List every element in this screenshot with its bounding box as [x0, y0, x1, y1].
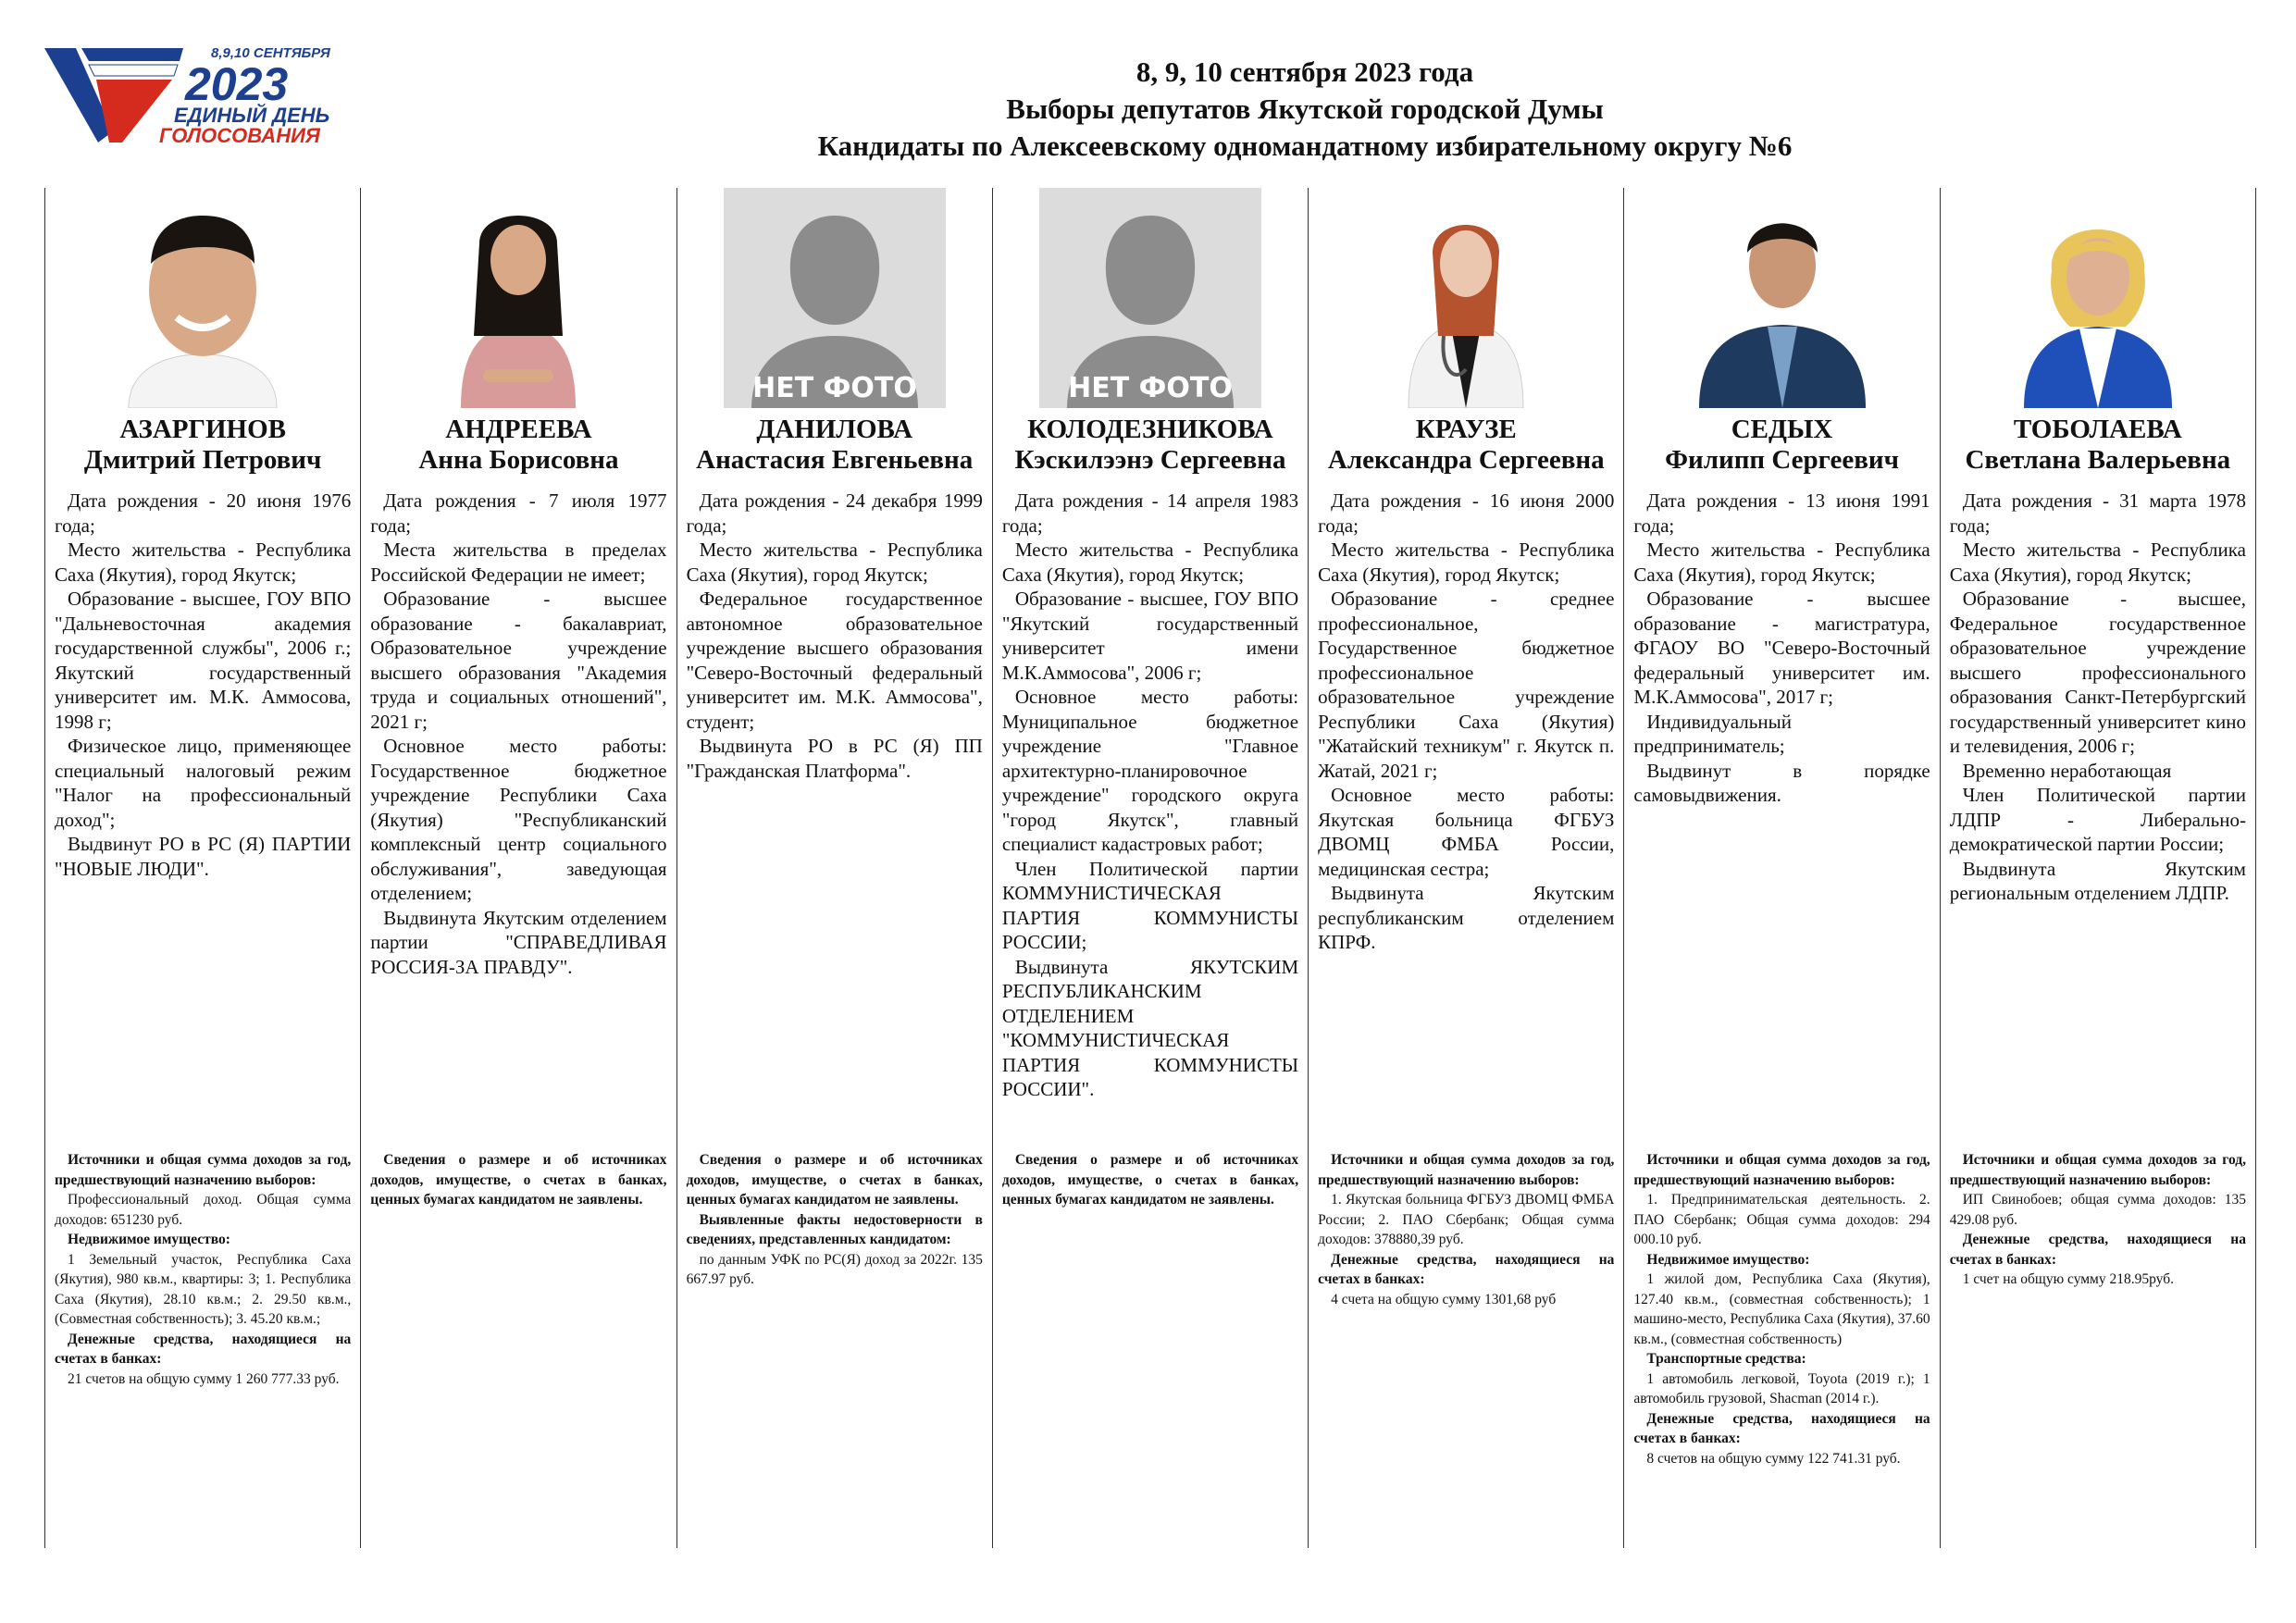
- bio-paragraph: Дата рождения - 31 марта 1978 года;: [1949, 489, 2246, 537]
- header-dates: 8, 9, 10 сентября 2023 года: [1136, 56, 1474, 88]
- bio-paragraph: Федеральное государственное автономное образовательное учреждение высшего образования "Северо-Восточный федеральный университет им. М.К. Аммосова", студент;: [686, 588, 983, 733]
- candidate-columns: [44, 188, 2256, 1548]
- candidate-name: [993, 415, 1308, 476]
- candidate-column: [676, 188, 992, 1548]
- candidate-bio: [1950, 489, 2246, 906]
- income-heading: Источники и общая сумма доходов за год, предшествующий назначению выборов:: [1633, 1152, 1930, 1188]
- bio-paragraph: Выдвинута Якутским отделением партии "СПРАВЕДЛИВАЯ РОССИЯ-ЗА ПРАВДУ".: [370, 906, 667, 978]
- bio-paragraph: Член Политической партии ЛДПР - Либерально-демократической партии России;: [1949, 784, 2246, 855]
- header-district: Кандидаты по Алексеевскому одномандатному избирательному округу №6: [817, 130, 1793, 162]
- candidate-bio: [1002, 489, 1298, 1102]
- income-info: [370, 1150, 666, 1210]
- candidate-bio: [55, 489, 351, 881]
- candidate-surname: КОЛОДЕЗНИКОВА: [1027, 415, 1273, 444]
- bio-paragraph: Дата рождения - 14 апреля 1983 года;: [1001, 489, 1299, 537]
- income-info: [1318, 1150, 1614, 1309]
- bio-paragraph: Дата рождения - 7 июля 1977 года;: [370, 489, 667, 537]
- candidate-photo: [92, 188, 314, 408]
- bio-paragraph: Член Политической партии КОММУНИСТИЧЕСКАЯ ПАРТИЯ КОММУНИСТЫ РОССИИ;: [1001, 857, 1299, 953]
- bio-paragraph: Выдвинут РО в РС (Я) ПАРТИИ "НОВЫЕ ЛЮДИ".: [55, 833, 352, 880]
- candidate-bio: [370, 489, 666, 979]
- candidate-surname: КРАУЗЕ: [1415, 415, 1517, 444]
- candidate-bio: [1318, 489, 1614, 955]
- income-heading: Сведения о размере и об источниках доходов, имуществе, о счетах в банках, ценных бумагах кандидатом не заявлены.: [686, 1152, 983, 1208]
- candidate-surname: АНДРЕЕВА: [445, 415, 592, 444]
- candidate-name: [361, 415, 676, 476]
- bio-paragraph: Место жительства - Республика Саха (Якутия), город Якутск;: [1318, 539, 1615, 586]
- bio-paragraph: Образование - высшее, ГОУ ВПО "Дальневосточная академия государственной службы", 2006 г.; Якутский государственный университет им. М.К. Аммосова, 1998 г;: [55, 588, 352, 733]
- income-heading: Денежные средства, находящиеся на счетах в банках:: [1318, 1251, 1615, 1287]
- candidate-photo: [407, 188, 629, 408]
- bio-paragraph: Образование - высшее, Федеральное государственное образовательное учреждение высшего профессионального образования Санкт-Петербургский государственный университет кино и телевидения, 2006 г;: [1949, 588, 2246, 757]
- candidate-given-names: Анастасия Евгеньевна: [696, 445, 974, 475]
- bio-paragraph: Место жительства - Республика Саха (Якутия), город Якутск;: [686, 539, 983, 586]
- income-info: [1633, 1150, 1930, 1468]
- income-info: [1950, 1150, 2246, 1290]
- candidate-given-names: Дмитрий Петрович: [83, 445, 322, 475]
- bio-paragraph: Место жительства - Республика Саха (Якутия), город Якутск;: [1001, 539, 1299, 586]
- bio-paragraph: Основное место работы: Государственное бюджетное учреждение Республики Саха (Якутия) "Республиканский комплексный центр социального обслуживания", заведующая отделением;: [370, 735, 667, 904]
- logo-line2: ГОЛОСОВАНИЯ: [159, 124, 320, 146]
- income-info: [687, 1150, 983, 1290]
- bio-paragraph: Выдвинута РО в РС (Я) ПП "Гражданская Платформа".: [686, 735, 983, 782]
- candidate-name: [1941, 415, 2255, 476]
- bio-paragraph: Дата рождения - 20 июня 1976 года;: [55, 489, 352, 537]
- income-text: 1. Предпринимательская деятельность. 2. ПАО Сбербанк; Общая сумма доходов: 294 000.10 руб.: [1633, 1192, 1930, 1247]
- income-text: 1 жилой дом, Республика Саха (Якутия), 127.40 кв.м., (совместная собственность); 1 машино-место, Республика Саха (Якутия), 37.60 кв.м., (совместная собственность): [1633, 1271, 1930, 1347]
- income-heading: Недвижимое имущество:: [1646, 1251, 1810, 1268]
- bio-paragraph: Образование - высшее, ГОУ ВПО "Якутский государственный университет имени М.К.Аммосова", 2006 г;: [1001, 588, 1299, 684]
- election-day-logo: [44, 43, 368, 146]
- bio-paragraph: Выдвинут в порядке самовыдвижения.: [1633, 759, 1930, 806]
- candidate-photo: [1671, 188, 1893, 408]
- candidate-column: [360, 188, 676, 1548]
- candidate-given-names: Светлана Валерьевна: [1965, 445, 2231, 475]
- candidate-name: [1624, 415, 1939, 476]
- bio-paragraph: Образование - высшее образование - магистратура, ФГАОУ ВО "Северо-Восточный федеральный университет им. М.К.Аммосова", 2017 г;: [1633, 588, 1930, 708]
- income-heading: Сведения о размере и об источниках доходов, имуществе, о счетах в банках, ценных бумагах кандидатом не заявлены.: [370, 1152, 667, 1208]
- bio-paragraph: Выдвинута Якутским региональным отделением ЛДПР.: [1949, 857, 2246, 904]
- logo-dates: 8,9,10 СЕНТЯБРЯ: [211, 45, 330, 61]
- candidate-surname: ДАНИЛОВА: [756, 415, 913, 444]
- candidate-given-names: Кэскилээнэ Сергеевна: [1014, 445, 1286, 475]
- income-heading: Выявленные факты недостоверности в сведениях, представленных кандидатом:: [686, 1211, 983, 1247]
- income-text: 1 счет на общую сумму 218.95руб.: [1962, 1271, 2174, 1287]
- bio-paragraph: Временно неработающая: [1962, 759, 2172, 782]
- income-heading: Сведения о размере и об источниках доходов, имуществе, о счетах в банках, ценных бумагах кандидатом не заявлены.: [1001, 1152, 1299, 1208]
- bio-paragraph: Места жительства в пределах Российской Федерации не имеет;: [370, 539, 667, 586]
- income-text: 21 счетов на общую сумму 1 260 777.33 руб.: [68, 1370, 340, 1387]
- income-heading: Денежные средства, находящиеся на счетах в банках:: [1949, 1232, 2246, 1268]
- candidate-name: [1309, 415, 1623, 476]
- bio-paragraph: Место жительства - Республика Саха (Якутия), город Якутск;: [1633, 539, 1930, 586]
- no-photo-placeholder: [1039, 188, 1261, 408]
- bio-paragraph: Выдвинута Якутским республиканским отделением КПРФ.: [1318, 882, 1615, 953]
- bio-paragraph: Место жительства - Республика Саха (Якутия), город Якутск;: [1949, 539, 2246, 586]
- income-text: Профессиональный доход. Общая сумма доходов: 651230 руб.: [55, 1192, 352, 1228]
- candidate-given-names: Анна Борисовна: [418, 445, 619, 475]
- candidate-given-names: Филипп Сергеевич: [1665, 445, 1899, 475]
- candidate-name: [677, 415, 992, 476]
- bio-paragraph: Выдвинута ЯКУТСКИМ РЕСПУБЛИКАНСКИМ ОТДЕЛЕНИЕМ "КОММУНИСТИЧЕСКАЯ ПАРТИЯ КОММУНИСТЫ РОССИИ".: [1001, 955, 1299, 1100]
- candidate-column: [1940, 188, 2256, 1548]
- candidate-bio: [687, 489, 983, 783]
- income-info: [55, 1150, 351, 1389]
- income-info: [1002, 1150, 1298, 1210]
- income-text: по данным УФК по РС(Я) доход за 2022г. 135 667.97 руб.: [686, 1251, 983, 1287]
- bio-paragraph: Индивидуальный предприниматель;: [1633, 710, 1792, 757]
- logo-year: 2023: [185, 58, 289, 110]
- income-heading: Источники и общая сумма доходов за год, предшествующий назначению выборов:: [1949, 1152, 2246, 1188]
- income-text: 1 автомобиль легковой, Toyota (2019 г.); 1 автомобиль грузовой, Shacman (2014 г.).: [1633, 1370, 1930, 1406]
- no-photo-label: НЕТ ФОТО: [1068, 372, 1233, 404]
- page-header: [518, 54, 2091, 165]
- income-heading: Источники и общая сумма доходов за год, предшествующий назначению выборов:: [55, 1152, 352, 1188]
- income-text: 8 счетов на общую сумму 122 741.31 руб.: [1646, 1450, 1901, 1467]
- income-text: 1. Якутская больница ФГБУЗ ДВОМЦ ФМБА России; 2. ПАО Сбербанк; Общая сумма доходов: 378880,39 руб.: [1318, 1192, 1615, 1247]
- income-heading: Денежные средства, находящиеся на счетах в банках:: [55, 1331, 352, 1367]
- candidate-name: [45, 415, 360, 476]
- bio-paragraph: Образование - высшее образование - бакалавриат, Образовательное учреждение высшего образования "Академия труда и социальных отношений", 2021 г;: [370, 588, 667, 733]
- bio-paragraph: Дата рождения - 13 июня 1991 года;: [1633, 489, 1930, 537]
- income-heading: Недвижимое имущество:: [68, 1232, 230, 1247]
- header-election-title: Выборы депутатов Якутской городской Думы: [1006, 93, 1604, 125]
- candidate-column: [1623, 188, 1939, 1548]
- candidate-photo: [1987, 188, 2209, 408]
- bio-paragraph: Дата рождения - 24 декабря 1999 года;: [686, 489, 983, 537]
- income-heading: Источники и общая сумма доходов за год, предшествующий назначению выборов:: [1318, 1152, 1615, 1188]
- logo-line1: ЕДИНЫЙ ДЕНЬ: [174, 104, 330, 127]
- income-heading: Транспортные средства:: [1646, 1351, 1806, 1367]
- candidate-surname: СЕДЫХ: [1731, 415, 1833, 444]
- bio-paragraph: Дата рождения - 16 июня 2000 года;: [1318, 489, 1615, 537]
- candidate-column: [1308, 188, 1623, 1548]
- candidate-column: [44, 188, 360, 1548]
- income-text: 4 счета на общую сумму 1301,68 руб: [1331, 1291, 1557, 1307]
- bio-paragraph: Основное место работы: Якутская больница ФГБУЗ ДВОМЦ ФМБА России, медицинская сестра;: [1318, 784, 1615, 880]
- no-photo-label: НЕТ ФОТО: [751, 372, 917, 404]
- candidate-photo: [1355, 188, 1577, 408]
- bio-paragraph: Физическое лицо, применяющее специальный налоговый режим "Налог на профессиональный доход";: [55, 735, 352, 831]
- candidate-surname: АЗАРГИНОВ: [119, 415, 286, 444]
- income-text: 1 Земельный участок, Республика Саха (Якутия), 980 кв.м., квартиры: 3; 1. Республика Саха (Якутия), 28.10 кв.м.; 2. 29.50 кв.м., (Совместная собственность); 3. 45.20 кв.м.;: [55, 1251, 352, 1327]
- income-heading: Денежные средства, находящиеся на счетах в банках:: [1633, 1410, 1930, 1446]
- bio-paragraph: Образование - среднее профессиональное, Государственное бюджетное профессиональное образовательное учреждение Республики Саха (Якутия) "Жатайский техникум" г. Якутск п. Жатай, 2021 г;: [1318, 588, 1615, 782]
- candidate-bio: [1633, 489, 1930, 808]
- bio-paragraph: Место жительства - Республика Саха (Якутия), город Якутск;: [55, 539, 352, 586]
- candidate-surname: ТОБОЛАЕВА: [2013, 415, 2182, 444]
- candidate-column: [992, 188, 1308, 1548]
- bio-paragraph: Основное место работы: Муниципальное бюджетное учреждение "Главное архитектурно-планировочное учреждение" городского округа "город Якутск", главный специалист кадастровых работ;: [1001, 686, 1299, 855]
- no-photo-placeholder: [724, 188, 946, 408]
- income-text: ИП Свинобоев; общая сумма доходов: 135 429.08 руб.: [1949, 1192, 2246, 1228]
- candidate-given-names: Александра Сергеевна: [1327, 445, 1605, 475]
